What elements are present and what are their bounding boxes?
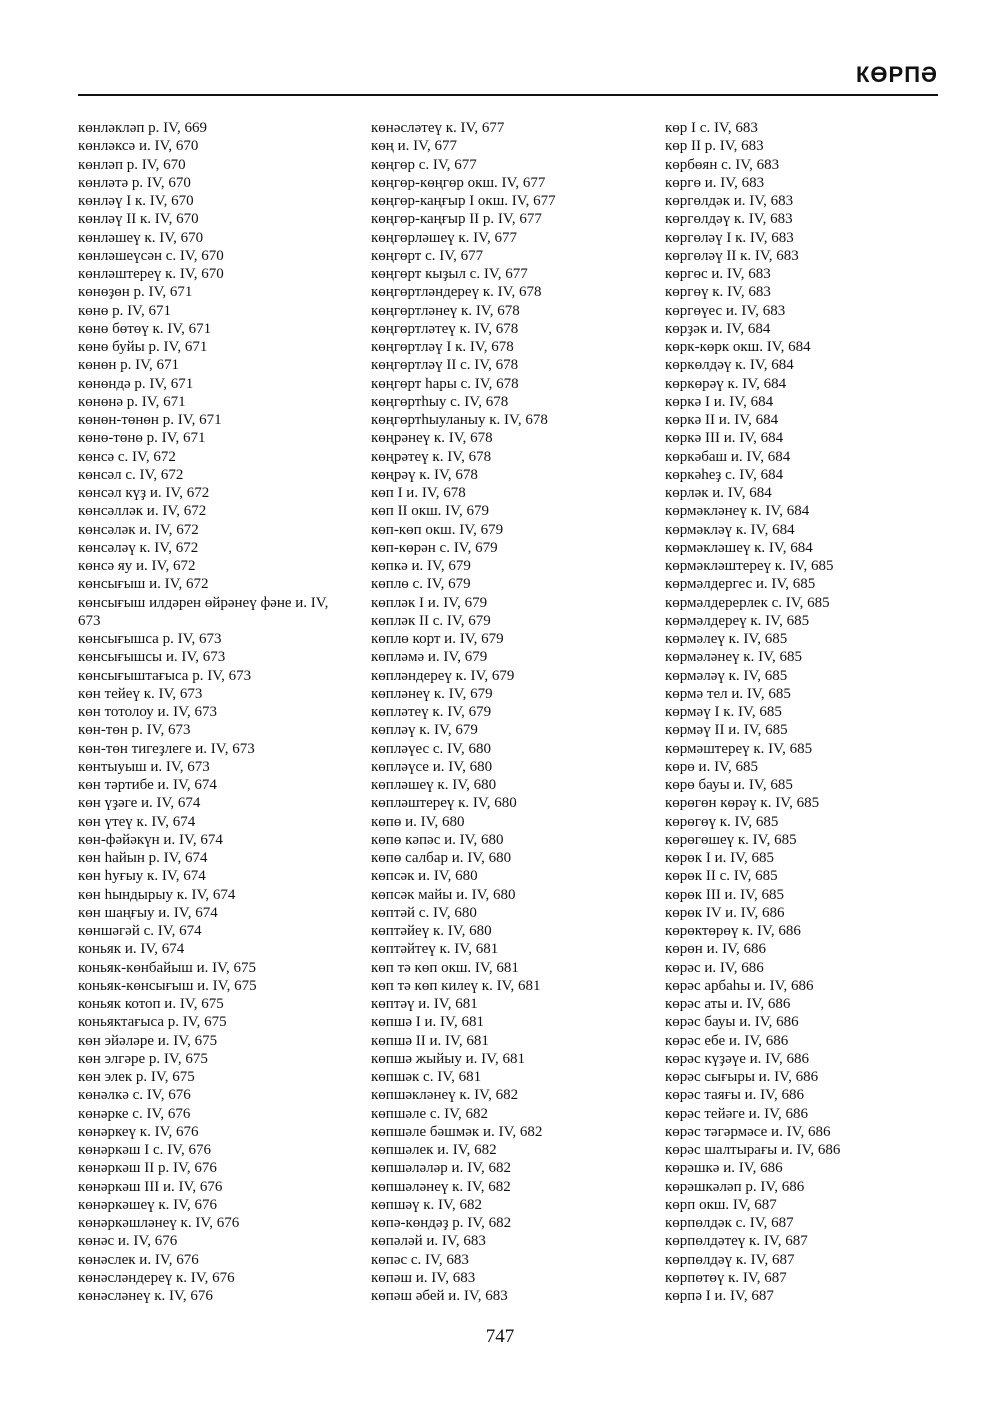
index-entry: көрмәкләштереү к. IV, 685 bbox=[665, 558, 834, 574]
index-entry: көпләк I и. IV, 679 bbox=[371, 594, 488, 611]
index-entry: көрәс күҙәүе и. IV, 686 bbox=[665, 1050, 810, 1067]
index-entry: көпшәү к. IV, 682 bbox=[371, 1196, 482, 1213]
index-entry: көн тәртибе и. IV, 674 bbox=[78, 777, 217, 793]
index-entry: көпә-көндәҙ р. IV, 682 bbox=[371, 1215, 512, 1231]
index-entry: көрмәкләү к. IV, 684 bbox=[665, 521, 795, 538]
index-entry: көрмәлдергес и. IV, 685 bbox=[665, 576, 816, 593]
index-entry: көрәс бауы и. IV, 686 bbox=[665, 1014, 799, 1031]
index-entry: көпсәк и. IV, 680 bbox=[371, 868, 478, 885]
index-entry: көңгөрт с. IV, 677 bbox=[371, 247, 484, 264]
index-entry: көрмәкләшеү к. IV, 684 bbox=[665, 539, 813, 556]
index-entry: көрҙәк и. IV, 684 bbox=[665, 320, 771, 337]
index-entry: көрмә тел и. IV, 685 bbox=[665, 685, 791, 702]
index-entry: көпшә жыйыу и. IV, 681 bbox=[371, 1050, 525, 1067]
index-entry: коньяк-көнбайыш и. IV, 675 bbox=[78, 959, 257, 976]
index-entry: көн үҙәге и. IV, 674 bbox=[78, 795, 201, 812]
index-entry: көнәс и. IV, 676 bbox=[78, 1233, 178, 1250]
index-entry: көрәс шалтырағы и. IV, 686 bbox=[665, 1142, 841, 1158]
index-entry: көнөндә р. IV, 671 bbox=[78, 375, 194, 392]
index-entry: көрпөлдәк с. IV, 687 bbox=[665, 1215, 794, 1231]
index-entry: көркә I и. IV, 684 bbox=[665, 393, 774, 410]
index-entry: көнләү I к. IV, 670 bbox=[78, 193, 194, 209]
index-entry: көпләк II с. IV, 679 bbox=[371, 612, 491, 629]
index-entry: көн һайын р. IV, 674 bbox=[78, 850, 208, 866]
index-entry: көпәш әбей и. IV, 683 bbox=[371, 1288, 508, 1304]
index-entry: көнәсләндереү к. IV, 676 bbox=[78, 1269, 235, 1286]
index-entry: көн-фәйәкүн и. IV, 674 bbox=[78, 831, 223, 848]
index-entry: көң и. IV, 677 bbox=[371, 138, 457, 155]
index-entry: көпкә и. IV, 679 bbox=[371, 558, 471, 574]
index-entry: көнәрке с. IV, 676 bbox=[78, 1105, 191, 1122]
index-entry: көпләнеү к. IV, 679 bbox=[371, 685, 493, 702]
index-entry: көн элек р. IV, 675 bbox=[78, 1069, 195, 1085]
index-entry: көпәс с. IV, 683 bbox=[371, 1251, 469, 1268]
index-entry: көнләтә р. IV, 670 bbox=[78, 174, 191, 191]
index-entry: көнәсләтеү к. IV, 677 bbox=[371, 120, 505, 136]
index-entry: көн һындырыу к. IV, 674 bbox=[78, 886, 236, 903]
index-entry: көп I и. IV, 678 bbox=[371, 485, 466, 501]
index-entry: көрп окш. IV, 687 bbox=[665, 1196, 777, 1213]
index-entry: көнөнә р. IV, 671 bbox=[78, 393, 186, 410]
index-entry: көн элгәре р. IV, 675 bbox=[78, 1050, 208, 1067]
index-entry: көңгөр-каңғыр II р. IV, 677 bbox=[371, 211, 542, 228]
running-head: КӨРПӘ bbox=[856, 62, 938, 87]
index-entry: көргөлдәү к. IV, 683 bbox=[665, 211, 793, 228]
index-entry: көптәй с. IV, 680 bbox=[371, 904, 477, 921]
index-entry: көргөс и. IV, 683 bbox=[665, 266, 771, 282]
index-entry: көнсығыш илдәрен өйрәнеү фәне и. IV, 673 bbox=[78, 594, 329, 629]
index-entry: көрәс арбаһы и. IV, 686 bbox=[665, 977, 814, 994]
index-entry: көңгөр с. IV, 677 bbox=[371, 156, 477, 173]
index-entry: көп тә көп килеү к. IV, 681 bbox=[371, 977, 541, 994]
index-entry: көн үтеү к. IV, 674 bbox=[78, 813, 196, 830]
index-entry: көңрәтеү к. IV, 678 bbox=[371, 448, 492, 465]
index-entry: көнсәләк и. IV, 672 bbox=[78, 521, 199, 538]
index-entry: көрөк IV и. IV, 686 bbox=[665, 904, 785, 921]
index-entry: көнәркәш III и. IV, 676 bbox=[78, 1178, 223, 1195]
index-entry: көрмәкләнеү к. IV, 684 bbox=[665, 503, 810, 520]
index-entry: көпшәкләнеү к. IV, 682 bbox=[371, 1087, 519, 1104]
index-entry: көнәслек и. IV, 676 bbox=[78, 1251, 199, 1268]
index-entry: көнө-төнө р. IV, 671 bbox=[78, 430, 206, 447]
index-entry: көпәш и. IV, 683 bbox=[371, 1269, 476, 1286]
index-entry: көнләксә и. IV, 670 bbox=[78, 138, 199, 155]
index-entry: көрәшкәләп р. IV, 686 bbox=[665, 1178, 805, 1195]
index-entry: көпшәк с. IV, 681 bbox=[371, 1069, 482, 1085]
index-entry: көплө с. IV, 679 bbox=[371, 576, 471, 593]
index-entry: көпләтеү к. IV, 679 bbox=[371, 704, 492, 720]
index-entry: коньяк и. IV, 674 bbox=[78, 941, 185, 958]
index-entry: көнәсләнеү к. IV, 676 bbox=[78, 1288, 213, 1304]
index-entry: көнө р. IV, 671 bbox=[78, 302, 171, 319]
index-entry: коньяк котоп и. IV, 675 bbox=[78, 996, 224, 1012]
index-entry: көп-көрән с. IV, 679 bbox=[371, 539, 498, 556]
index-entry: көнсәләү к. IV, 672 bbox=[78, 539, 199, 556]
index-entry: көрөн и. IV, 686 bbox=[665, 941, 766, 958]
index-entry: көңгөрт һары с. IV, 678 bbox=[371, 375, 519, 392]
index-entry: көрәс тейәге и. IV, 686 bbox=[665, 1105, 809, 1122]
index-entry: көнсәл күҙ и. IV, 672 bbox=[78, 485, 210, 501]
index-entry: көрөктөрөү к. IV, 686 bbox=[665, 923, 801, 939]
index-entry: көрпөлдәтеү к. IV, 687 bbox=[665, 1233, 808, 1250]
index-entry: көңгөртһыуланыу к. IV, 678 bbox=[371, 412, 548, 428]
index-entry: көрмәләү к. IV, 685 bbox=[665, 667, 788, 684]
index-entry: көп-көп окш. IV, 679 bbox=[371, 521, 504, 538]
index-entry: көрмәлдереү к. IV, 685 bbox=[665, 612, 810, 629]
index-entry: көрәс тәгәрмәсе и. IV, 686 bbox=[665, 1123, 831, 1140]
index-entry: көңгөртһыу с. IV, 678 bbox=[371, 393, 509, 410]
index-entry: көнсығыш и. IV, 672 bbox=[78, 576, 209, 593]
index-entry: көрәс и. IV, 686 bbox=[665, 959, 764, 976]
index-entry: көрпөтөү к. IV, 687 bbox=[665, 1269, 787, 1286]
index-entry: көнләкләп р. IV, 669 bbox=[78, 120, 208, 136]
index-entry: көргөү к. IV, 683 bbox=[665, 284, 771, 301]
index-entry: көргө и. IV, 683 bbox=[665, 174, 765, 191]
index-entry: көрпөлдәү к. IV, 687 bbox=[665, 1251, 795, 1268]
index-entry: көрәс сығыры и. IV, 686 bbox=[665, 1069, 819, 1085]
index-entry: көптәйтеү к. IV, 681 bbox=[371, 941, 499, 958]
index-entry: көнләшеүсән с. IV, 670 bbox=[78, 247, 224, 264]
index-entry: көрәс таяғы и. IV, 686 bbox=[665, 1087, 805, 1104]
index-entry: көпсәк майы и. IV, 680 bbox=[371, 886, 516, 903]
index-entry: көңгөртләү II с. IV, 678 bbox=[371, 357, 519, 374]
index-entry: көплө корт и. IV, 679 bbox=[371, 631, 504, 647]
index-entry: көнәркәш I с. IV, 676 bbox=[78, 1142, 212, 1158]
index-entry: көнсә с. IV, 672 bbox=[78, 448, 176, 465]
index-entry: көнләп р. IV, 670 bbox=[78, 156, 186, 173]
index-entry: көркәбаш и. IV, 684 bbox=[665, 448, 791, 465]
index-entry: көнө буйы р. IV, 671 bbox=[78, 339, 208, 355]
index-entry: көргөләү I к. IV, 683 bbox=[665, 229, 794, 246]
index-entry: көпләүсе и. IV, 680 bbox=[371, 758, 493, 775]
index-entry: көрөгөн көрәү к. IV, 685 bbox=[665, 795, 820, 812]
index-entry: көнәркәш II р. IV, 676 bbox=[78, 1160, 217, 1177]
index-entry: көрмәлдерерлек с. IV, 685 bbox=[665, 594, 830, 611]
entry-column-2 bbox=[371, 119, 643, 1305]
index-entry: көрмәлеү к. IV, 685 bbox=[665, 631, 788, 647]
index-entry: көңгөр-каңғыр I окш. IV, 677 bbox=[371, 193, 556, 209]
index-entry: көн-төн тигеҙлеге и. IV, 673 bbox=[78, 740, 255, 757]
index-entry: көн-төн р. IV, 673 bbox=[78, 722, 191, 739]
index-entry: көңгөрт кыҙыл с. IV, 677 bbox=[371, 266, 528, 282]
index-entry: көрк-көрк окш. IV, 684 bbox=[665, 339, 811, 355]
index-entry: көнсығышсы и. IV, 673 bbox=[78, 649, 226, 666]
index-entry: көнсәлләк и. IV, 672 bbox=[78, 503, 207, 520]
index-entry: көп тә көп окш. IV, 681 bbox=[371, 959, 519, 976]
index-entry: көркөлдәү к. IV, 684 bbox=[665, 357, 794, 374]
index-entry: көптәйеү к. IV, 680 bbox=[371, 923, 492, 939]
index-entry: көпләүес с. IV, 680 bbox=[371, 740, 491, 757]
index-entry: көргөүес и. IV, 683 bbox=[665, 302, 786, 319]
index-entry: көрмәү II и. IV, 685 bbox=[665, 722, 788, 739]
index-entry: көпө и. IV, 680 bbox=[371, 813, 465, 830]
index-entry: көнләү II к. IV, 670 bbox=[78, 211, 199, 228]
index-entry: көркөрәү к. IV, 684 bbox=[665, 375, 787, 392]
index-entry: көрләк и. IV, 684 bbox=[665, 485, 772, 501]
index-entry: көн шаңғыу и. IV, 674 bbox=[78, 904, 218, 921]
index-entry: көр II р. IV, 683 bbox=[665, 138, 764, 155]
index-entry: көрөк III и. IV, 685 bbox=[665, 886, 784, 903]
index-entry: көн эйәләре и. IV, 675 bbox=[78, 1032, 218, 1049]
index-entry: көрөк II с. IV, 685 bbox=[665, 868, 778, 885]
index-entry: көпшәлек и. IV, 682 bbox=[371, 1142, 497, 1158]
entry-column-1 bbox=[78, 119, 350, 1305]
index-entry: көпшә I и. IV, 681 bbox=[371, 1014, 484, 1031]
index-entry: көрмәү I к. IV, 685 bbox=[665, 704, 782, 720]
index-entry: көрпә I и. IV, 687 bbox=[665, 1288, 774, 1304]
index-entry: көңгөр-көңгөр окш. IV, 677 bbox=[371, 174, 546, 191]
index-entry: көрө и. IV, 685 bbox=[665, 758, 758, 775]
index-entry: көңгөртләнеү к. IV, 678 bbox=[371, 302, 520, 319]
index-entry: көптәү и. IV, 681 bbox=[371, 996, 478, 1012]
index-entry: көңрәнеү к. IV, 678 bbox=[371, 430, 493, 447]
index-entry: көпләндереү к. IV, 679 bbox=[371, 667, 515, 684]
index-entry: көрмәштереү к. IV, 685 bbox=[665, 740, 813, 757]
index-entry: көнләштереү к. IV, 670 bbox=[78, 266, 224, 282]
index-entry: көпшәләләр и. IV, 682 bbox=[371, 1160, 511, 1177]
index-entry: көнтыуыш и. IV, 673 bbox=[78, 758, 210, 775]
index-entry: көрөгөү к. IV, 685 bbox=[665, 813, 779, 830]
index-entry: көр I с. IV, 683 bbox=[665, 120, 758, 136]
entry-column-3 bbox=[665, 119, 945, 1305]
index-entry: көнөн-төнөн р. IV, 671 bbox=[78, 412, 222, 428]
index-entry: көңгөртләтеү к. IV, 678 bbox=[371, 320, 519, 337]
index-entry: көркә II и. IV, 684 bbox=[665, 412, 779, 428]
index-entry: көнсә яу и. IV, 672 bbox=[78, 558, 196, 574]
index-entry: көрәшкә и. IV, 686 bbox=[665, 1160, 783, 1177]
index-entry: көпшә II и. IV, 681 bbox=[371, 1032, 489, 1049]
index-entry: көпшәле с. IV, 682 bbox=[371, 1105, 488, 1122]
index-entry: көрәс ебе и. IV, 686 bbox=[665, 1032, 789, 1049]
index-entry: көпләмә и. IV, 679 bbox=[371, 649, 488, 666]
index-entry: көпләштереү к. IV, 680 bbox=[371, 795, 517, 812]
index-entry: көркә III и. IV, 684 bbox=[665, 430, 784, 447]
index-entry: көңгөртләндереү к. IV, 678 bbox=[371, 284, 542, 301]
index-entry: көнсығыштағыса р. IV, 673 bbox=[78, 667, 252, 684]
index-entry: көнөн р. IV, 671 bbox=[78, 357, 179, 374]
index-entry: көнәркәшләнеү к. IV, 676 bbox=[78, 1215, 240, 1231]
index-entry: көңгөртләү I к. IV, 678 bbox=[371, 339, 514, 355]
index-entry: көңрәү к. IV, 678 bbox=[371, 466, 478, 483]
index-entry: көпәләй и. IV, 683 bbox=[371, 1233, 486, 1250]
index-entry: көнөҙөн р. IV, 671 bbox=[78, 284, 193, 301]
index-entry: көнө бөтөү к. IV, 671 bbox=[78, 320, 212, 337]
index-entry: көргөләү II к. IV, 683 bbox=[665, 247, 799, 264]
index-entry: көн тейеү к. IV, 673 bbox=[78, 685, 203, 702]
index-entry: көрәс аты и. IV, 686 bbox=[665, 996, 791, 1012]
index-entry: көркәһеҙ с. IV, 684 bbox=[665, 466, 784, 483]
index-entry: көнсығышса р. IV, 673 bbox=[78, 631, 222, 647]
index-entry: көрбөян с. IV, 683 bbox=[665, 156, 780, 173]
index-entry: көпләү к. IV, 679 bbox=[371, 722, 478, 739]
index-entry: көрмәләнеү к. IV, 685 bbox=[665, 649, 802, 666]
index-entry: көпө кәпәс и. IV, 680 bbox=[371, 831, 504, 848]
header-rule bbox=[78, 94, 938, 96]
index-entry: көншәгәй с. IV, 674 bbox=[78, 923, 202, 939]
index-entry: көнәркәшеү к. IV, 676 bbox=[78, 1196, 218, 1213]
index-entry: коньяктағыса р. IV, 675 bbox=[78, 1014, 227, 1031]
index-entry: көнләшеү к. IV, 670 bbox=[78, 229, 204, 246]
index-entry: көпләшеү к. IV, 680 bbox=[371, 777, 497, 793]
index-entry: көпө салбар и. IV, 680 bbox=[371, 850, 512, 866]
index-entry: көрөк I и. IV, 685 bbox=[665, 850, 774, 866]
index-entry: көпшәле бәшмәк и. IV, 682 bbox=[371, 1123, 543, 1140]
index-entry: көрөгөшеү к. IV, 685 bbox=[665, 831, 797, 848]
index-entry: көн тотолоу и. IV, 673 bbox=[78, 704, 217, 720]
page-number: 747 bbox=[485, 1326, 515, 1347]
index-entry: көнәлкә с. IV, 676 bbox=[78, 1087, 191, 1104]
index-entry: көңгөрләшеү к. IV, 677 bbox=[371, 229, 518, 246]
index-entry: көргөлдәк и. IV, 683 bbox=[665, 193, 794, 209]
index-entry: көнсәл с. IV, 672 bbox=[78, 466, 184, 483]
index-entry: көпшәләнеү к. IV, 682 bbox=[371, 1178, 511, 1195]
index-entry: көн һуғыу к. IV, 674 bbox=[78, 868, 206, 885]
index-entry: көнәркеү к. IV, 676 bbox=[78, 1123, 199, 1140]
index-entry: көрө бауы и. IV, 685 bbox=[665, 777, 793, 793]
index-entry: коньяк-көнсығыш и. IV, 675 bbox=[78, 977, 257, 994]
index-entry: көп II окш. IV, 679 bbox=[371, 503, 490, 520]
